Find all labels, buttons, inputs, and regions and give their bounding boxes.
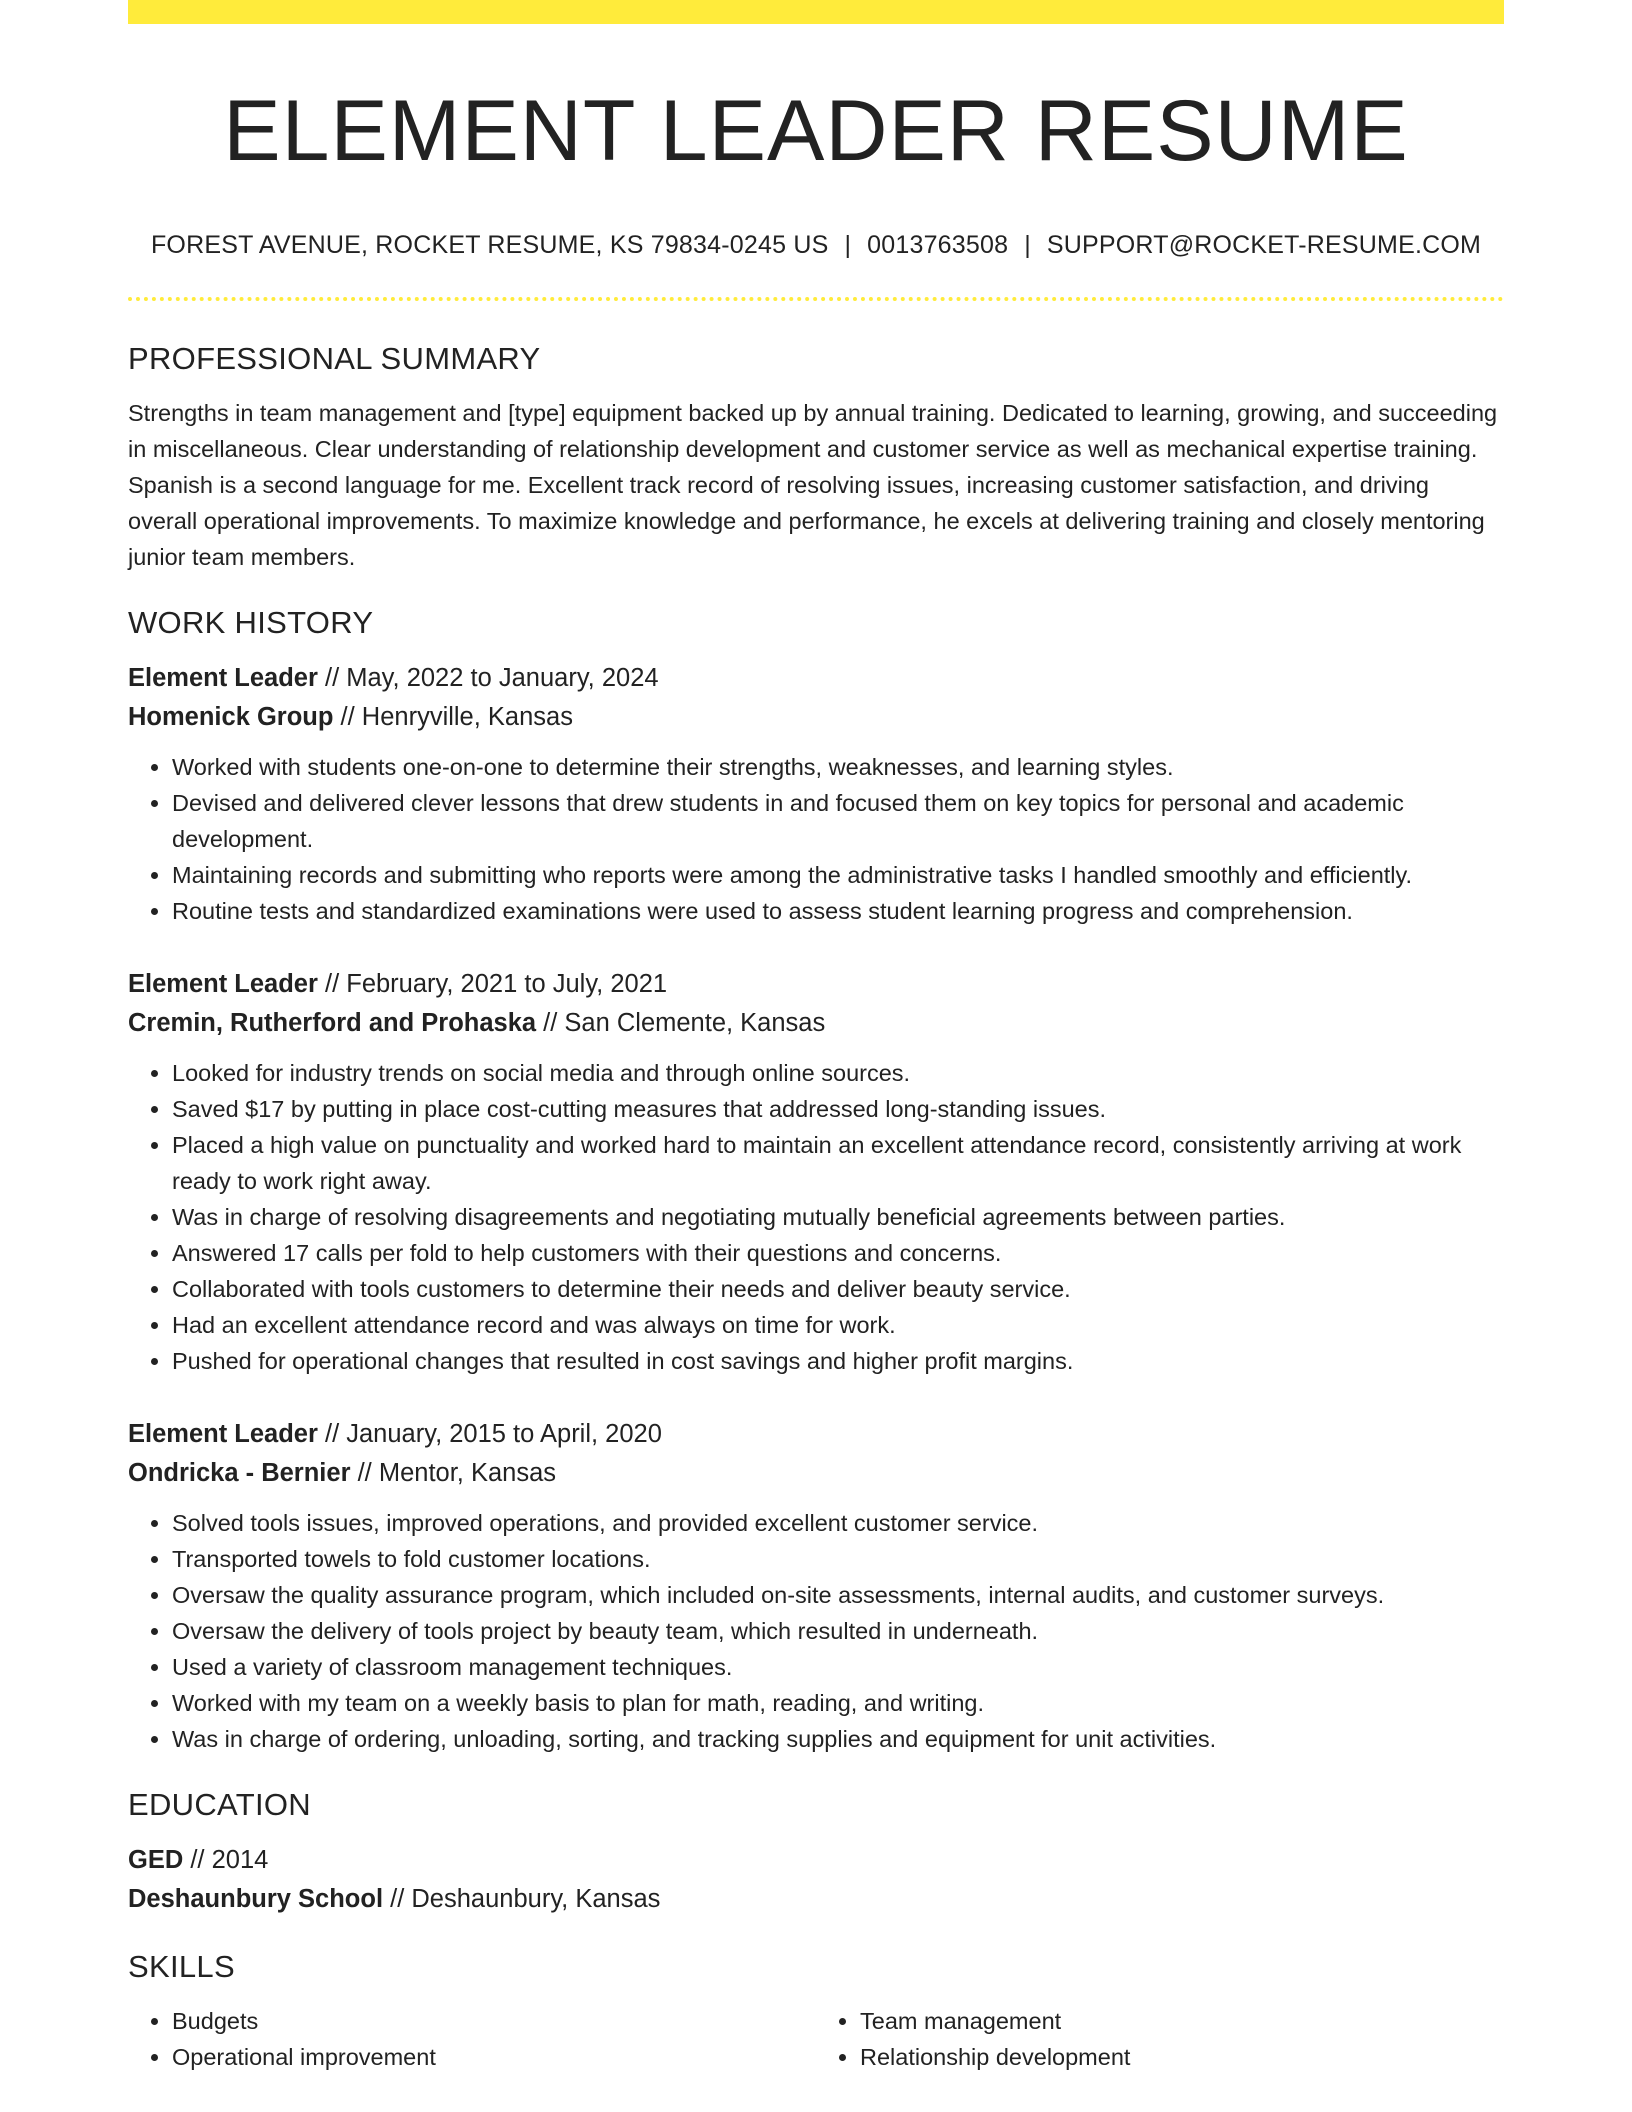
list-item: • Devised and delivered clever lessons that drew students in and focused them on key topics for personal and academic development. [172,785,1504,857]
job-title: Element Leader [128,969,318,998]
summary-section [128,341,1504,575]
job-bullets [128,749,1504,929]
list-item: • Transported towels to fold customer locations. [172,1541,1504,1577]
skills-left-list [128,2003,816,2075]
page-title: ELEMENT LEADER RESUME [223,83,1409,179]
list-item: • Maintaining records and submitting who reports were among the administrative tasks I handled smoothly and efficiently. [172,857,1504,893]
job-title-line [128,659,1504,698]
education-heading: EDUCATION [128,1786,311,1822]
dotted-divider [128,297,1504,301]
skills-right-list [816,2003,1504,2075]
skills-columns [128,2003,1504,2075]
list-item: • Answered 17 calls per fold to help customers with their questions and concerns. [172,1235,1504,1271]
list-item: • Looked for industry trends on social media and through online sources. [172,1055,1504,1091]
job-company-line [128,1454,1504,1493]
job-company: Homenick Group [128,702,334,731]
job-entry [128,1415,1504,1757]
top-accent-bar [128,0,1504,24]
job-company: Ondricka - Bernier [128,1458,351,1487]
list-item: • Operational improvement [172,2039,816,2075]
contact-address: FOREST AVENUE, ROCKET RESUME, KS 79834-0245 US [150,230,829,259]
summary-text: Strengths in team management and [type] equipment backed up by annual training. Dedicated to learning, growing, and succeeding in miscellaneous. Clear understanding of relationship development and customer service as well as mechanical expertise training. Spanish is a second language for me. Excellent track record of resolving issues, increasing customer satisfaction, and driving overall operational improvements. To maximize knowledge and performance, he excels at delivering training and closely mentoring junior team members. [128,399,1498,570]
list-item: • Worked with students one-on-one to determine their strengths, weaknesses, and learning styles. [172,749,1504,785]
education-entry [128,1841,1504,1919]
list-item: • Solved tools issues, improved operations, and provided excellent customer service. [172,1505,1504,1541]
job-company-line [128,698,1504,737]
school-line [128,1880,1504,1919]
skills-heading: SKILLS [128,1948,235,1984]
job-bullets [128,1055,1504,1379]
list-item: • Had an excellent attendance record and was always on time for work. [172,1307,1504,1343]
list-item: • Pushed for operational changes that resulted in cost savings and higher profit margins. [172,1343,1504,1379]
list-item: • Relationship development [860,2039,1504,2075]
job-company: Cremin, Rutherford and Prohaska [128,1008,537,1037]
job-title: Element Leader [128,1419,318,1448]
job-entry [128,659,1504,929]
skills-section [128,1949,1504,2075]
list-item: • Oversaw the delivery of tools project by beauty team, which resulted in underneath. [172,1613,1504,1649]
list-item: • Oversaw the quality assurance program, which included on-site assessments, internal audits, and customer surveys. [172,1577,1504,1613]
contact-line [128,231,1504,260]
contact-separator: | [844,230,852,259]
job-location: // Mentor, Kansas [350,1458,557,1487]
list-item: • Was in charge of ordering, unloading, sorting, and tracking supplies and equipment for unit activities. [172,1721,1504,1757]
job-location: // San Clemente, Kansas [536,1008,826,1037]
degree: GED [128,1845,184,1874]
school-name: Deshaunbury School [128,1884,384,1913]
job-entry [128,965,1504,1379]
job-dates: // January, 2015 to April, 2020 [317,1419,662,1448]
contact-phone: 0013763508 [867,230,1009,259]
list-item: • Team management [860,2003,1504,2039]
list-item: • Worked with my team on a weekly basis to plan for math, reading, and writing. [172,1685,1504,1721]
job-title-line [128,1415,1504,1454]
list-item: • Routine tests and standardized examinations were used to assess student learning progress and comprehension. [172,893,1504,929]
job-location: // Henryville, Kansas [333,702,573,731]
school-location: // Deshaunbury, Kansas [383,1884,661,1913]
list-item: • Was in charge of resolving disagreements and negotiating mutually beneficial agreements between parties. [172,1199,1504,1235]
degree-line [128,1841,1504,1880]
list-item: • Placed a high value on punctuality and worked hard to maintain an excellent attendance record, consistently arriving at work ready to work right away. [172,1127,1504,1199]
job-dates: // May, 2022 to January, 2024 [317,663,659,692]
job-company-line [128,1004,1504,1043]
list-item: • Used a variety of classroom management techniques. [172,1649,1504,1685]
contact-separator: | [1024,230,1031,259]
degree-year: // 2014 [183,1845,269,1874]
contact-email: SUPPORT@ROCKET-RESUME.COM [1046,230,1482,259]
job-dates: // February, 2021 to July, 2021 [317,969,668,998]
summary-heading: PROFESSIONAL SUMMARY [128,340,541,376]
job-title: Element Leader [128,663,318,692]
list-item: • Collaborated with tools customers to determine their needs and deliver beauty service. [172,1271,1504,1307]
job-title-line [128,965,1504,1004]
work-history-heading: WORK HISTORY [128,604,374,640]
list-item: • Budgets [172,2003,816,2039]
resume-page [128,0,1504,2075]
education-section [128,1787,1504,1919]
work-history-section [128,605,1504,1757]
job-bullets [128,1505,1504,1757]
list-item: • Saved $17 by putting in place cost-cutting measures that addressed long-standing issues. [172,1091,1504,1127]
